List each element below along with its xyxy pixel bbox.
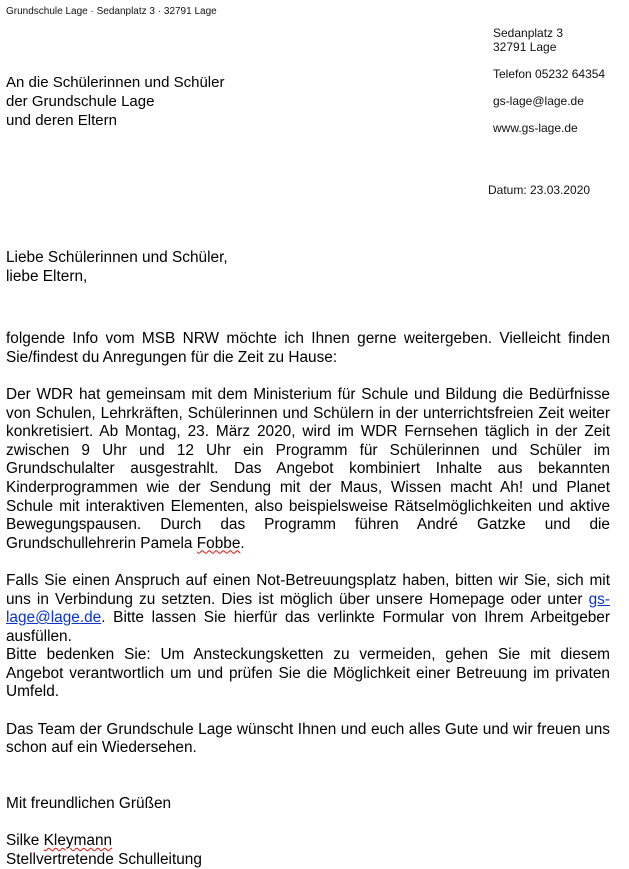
closing-greeting: Mit freundlichen Grüßen (6, 795, 172, 813)
salutation-line: liebe Eltern, (6, 267, 88, 285)
contact-email: gs-lage@lage.de (493, 94, 584, 108)
recipient-line: und deren Eltern (6, 112, 117, 129)
salutation (6, 249, 610, 286)
letter-body (6, 249, 610, 869)
contact-city: 32791 Lage (493, 40, 557, 54)
contact-website: www.gs-lage.de (493, 121, 578, 135)
signer-first-name: Silke (6, 832, 44, 850)
spellcheck-word: Fobbe (196, 534, 241, 552)
wishes-paragraph: Das Team der Grundschule Lage wünscht Ihnen und euch alles Gute und wir freuen uns schon auf ein Wiedersehen. (6, 720, 610, 757)
signer-name (6, 832, 610, 851)
recipient-block (6, 73, 224, 130)
salutation-line: Liebe Schülerinnen und Schüler, (6, 249, 228, 266)
sender-address-line: Grundschule Lage · Sedanplatz 3 · 32791 Lage (6, 6, 217, 17)
emergency-care-paragraph (6, 572, 610, 646)
closing-block (6, 795, 610, 869)
intro-paragraph: folgende Info vom MSB NRW möchte ich Ihnen gerne weitergeben. Vielleicht finden Sie/findest du Anregungen für die Zeit zu Hause: (6, 330, 610, 366)
contact-phone: Telefon 05232 64354 (493, 67, 606, 81)
signer-last-name: Kleymann (43, 832, 113, 850)
caution-paragraph: Bitte bedenken Sie: Um Ansteckungsketten zu vermeiden, gehen Sie mit diesem Angebot verantwortlich um und prüfen Sie die Möglichkeit einer Betreuung im privaten Umfeld. (6, 646, 610, 701)
recipient-line: An die Schülerinnen und Schüler (6, 74, 225, 91)
wdr-paragraph-end: . (240, 534, 245, 552)
contact-street: Sedanplatz 3 (493, 26, 564, 40)
signer-role: Stellvertretende Schulleitung (6, 850, 202, 868)
wdr-paragraph-text: Der WDR hat gemeinsam mit dem Ministerium für Schule und Bildung die Bedürfnisse von Schulen, Lehrkräften, Schülerinnen und Schülern in der unterrichtsfreien Zeit weiter konkretisiert. Ab Montag, 23. März 2020, wird im WDR Fernsehen täglich in der Zeit zwischen 9 Uhr und 12 Uhr ein Programm für Schülerinnen und Schüler im Grundschulalter ausgestrahlt. Das Angebot kombiniert Inhalte aus bekannten Kinderprogrammen wie der Sendung mit der Maus, Wissen macht Ah! und Planet Schule mit interaktiven Elementen, also beispielsweise Rätselmöglichkeiten und aktive Bewegungspausen. Durch das Programm führen André Gatzke und die Grundschullehrerin Pamela (6, 385, 610, 552)
contact-block (493, 26, 605, 135)
care-text-end: . Bitte lassen Sie hierfür das verlinkte Formular von Ihrem Arbeitgeber ausfüllen. (6, 609, 610, 645)
email-link[interactable]: gs-lage@lage.de (6, 590, 610, 627)
recipient-line: der Grundschule Lage (6, 93, 155, 110)
wdr-paragraph (6, 386, 610, 553)
letter-date: Datum: 23.03.2020 (488, 183, 591, 197)
care-text: Falls Sie einen Anspruch auf einen Not-Betreuungsplatz haben, bitten wir Sie, sich mit uns in Verbindung zu setzten. Dies ist möglich über unsere Homepage oder unter (6, 571, 610, 608)
